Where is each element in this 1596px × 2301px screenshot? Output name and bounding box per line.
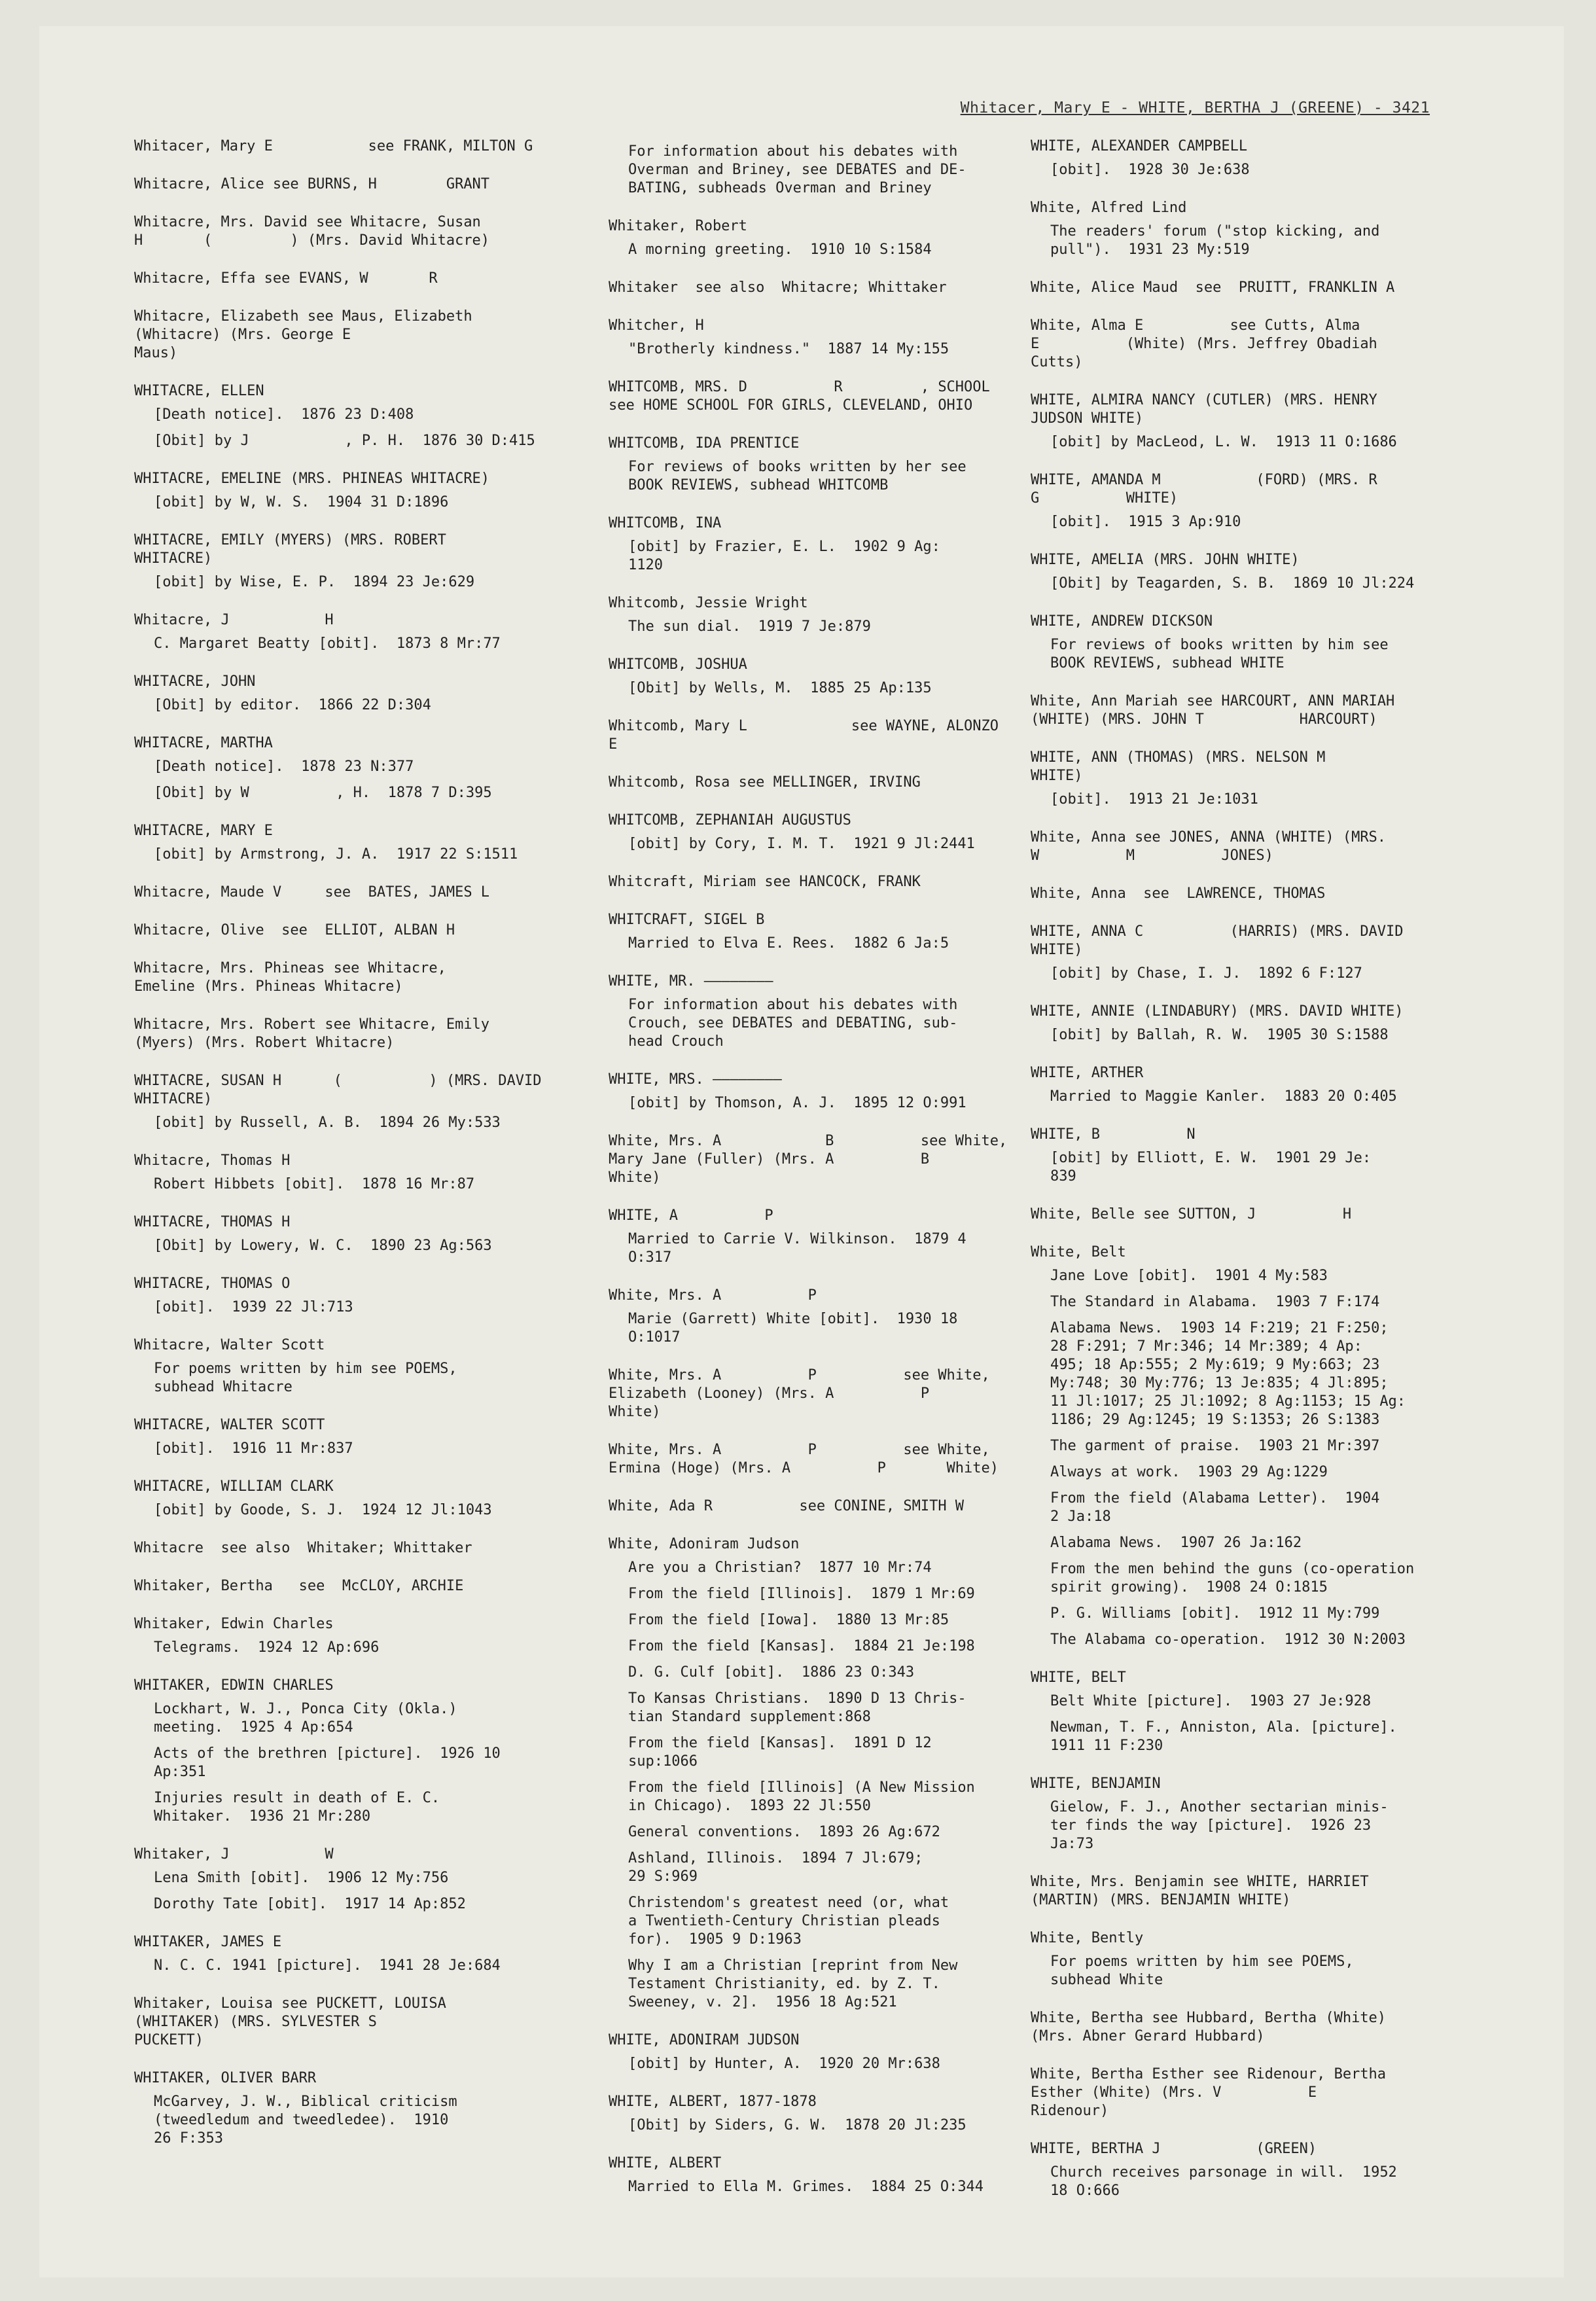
entry-citation: Alabama News. 1907 26 Ja:162 (1050, 1535, 1302, 1551)
index-entry (609, 1132, 1027, 1187)
index-entry (134, 883, 559, 902)
entry-citation: Married to Elva E. Rees. 1882 6 Ja:5 (628, 935, 949, 952)
entry-citation: [obit]. 1939 22 Jl:713 (154, 1299, 353, 1315)
entry-citation: [Obit] by W , H. 1878 7 D:395 (154, 785, 492, 801)
entry-heading: WHITACRE, EMILY (MYERS) (MRS. ROBERT WHITACRE) (134, 532, 446, 567)
index-entry (134, 1615, 559, 1657)
entry-heading: WHITCRAFT, SIGEL B (609, 912, 765, 928)
entry-heading: WHITE, ALEXANDER CAMPBELL (1031, 138, 1248, 154)
entry-heading: WHITE, BENJAMIN (1031, 1775, 1161, 1792)
entry-heading: WHITE, ARTHER (1031, 1065, 1144, 1081)
index-entry (134, 1577, 559, 1596)
entry-citation: [Obit] by J , P. H. 1876 30 D:415 (154, 433, 535, 449)
index-entry (134, 1213, 559, 1255)
index-entry (609, 1441, 1027, 1478)
index-entry (609, 378, 1027, 415)
index-entry (134, 1539, 559, 1558)
entry-citation: The garment of praise. 1903 21 Mr:397 (1050, 1438, 1380, 1454)
entry-heading: WHITAKER, JAMES E (134, 1934, 282, 1950)
index-entry (1031, 1126, 1515, 1186)
index-entry (609, 2031, 1027, 2073)
entry-heading: WHITE, ANNIE (LINDABURY) (MRS. DAVID WHITE) (1031, 1003, 1404, 1020)
entry-citation: For information about his debates with Overman and Briney, see DEBATES and DE- BATING, subheads Overman and Briney (628, 143, 966, 196)
entry-heading: WHITACRE, THOMAS O (134, 1275, 291, 1292)
index-entry (609, 812, 1027, 853)
entry-heading: WHITAKER, EDWIN CHARLES (134, 1677, 334, 1694)
entry-heading: Whitaker, Edwin Charles (134, 1616, 334, 1632)
entry-heading: WHITACRE, EMELINE (MRS. PHINEAS WHITACRE) (134, 471, 490, 487)
index-entry (134, 1275, 559, 1317)
entry-heading: WHITACRE, MARTHA (134, 735, 273, 751)
index-entry (609, 656, 1027, 698)
entry-heading: WHITCOMB, MRS. D R , SCHOOL see HOME SCHOOL FOR GIRLS, CLEVELAND, OHIO (609, 379, 990, 414)
index-entry (1031, 1003, 1515, 1044)
entry-heading: Whitcomb, Mary L see WAYNE, ALONZO E (609, 718, 999, 753)
index-entry (1031, 471, 1515, 531)
entry-citation: Married to Carrie V. Wilkinson. 1879 4 O:317 (628, 1231, 966, 1266)
entry-heading: WHITE, BERTHA J (GREEN) (1031, 2141, 1317, 2157)
entry-citation: [Obit] by Wells, M. 1885 25 Ap:135 (628, 680, 932, 696)
entry-citation: [obit] by Goode, S. J. 1924 12 Jl:1043 (154, 1502, 492, 1518)
index-entry (1031, 279, 1515, 297)
index-entry (1031, 1669, 1515, 1755)
entry-citation: [obit] by Hunter, A. 1920 20 Mr:638 (628, 2056, 940, 2072)
entry-heading: Whitacre see also Whitaker; Whittaker (134, 1540, 472, 1556)
index-entry (609, 1497, 1027, 1516)
entry-citation: [obit] by MacLeod, L. W. 1913 11 O:1686 (1050, 434, 1397, 450)
index-entry (1031, 923, 1515, 983)
entry-heading: White, Belle see SUTTON, J H (1031, 1206, 1352, 1222)
entry-heading: Whitacre, Maude V see BATES, JAMES L (134, 884, 490, 901)
entry-heading: White, Mrs. A P see White, Elizabeth (Looney) (Mrs. A P White) (609, 1367, 990, 1420)
entry-heading: WHITE, ADONIRAM JUDSON (609, 2032, 800, 2048)
entry-citation: [obit]. 1913 21 Je:1031 (1050, 791, 1258, 808)
entry-citation: From the field (Alabama Letter). 1904 2 Ja:18 (1050, 1490, 1380, 1525)
index-entry (1031, 199, 1515, 259)
entry-citation: Church receives parsonage in will. 1952 18 O:666 (1050, 2164, 1397, 2199)
entry-citation: From the field [Illinois]. 1879 1 Mr:69 (628, 1586, 975, 1602)
entry-citation: [Obit] by Lowery, W. C. 1890 23 Ag:563 (154, 1238, 492, 1254)
index-entry (1031, 1775, 1515, 1853)
entry-heading: WHITE, A P (609, 1207, 773, 1224)
entry-citation: Newman, T. F., Anniston, Ala. [picture]. 1911 11 F:230 (1050, 1719, 1397, 1754)
entry-heading: Whitacre, Elizabeth see Maus, Elizabeth (Whitacre) (Mrs. George E Maus) (134, 308, 472, 361)
entry-heading: Whitacre, Mrs. Robert see Whitacre, Emily (Myers) (Mrs. Robert Whitacre) (134, 1016, 490, 1051)
entry-citation: [obit]. 1928 30 Je:638 (1050, 162, 1250, 178)
index-entry (1031, 137, 1515, 179)
entry-heading: WHITE, MR. ———————— (609, 973, 773, 990)
index-entry (609, 279, 1027, 297)
index-entry (134, 921, 559, 940)
index-entry (134, 2069, 559, 2148)
index-entry (134, 1016, 559, 1052)
entry-heading: WHITE, ALBERT, 1877-1878 (609, 2094, 817, 2110)
entry-heading: White, Mrs. A P (609, 1287, 817, 1304)
entry-citation: Marie (Garrett) White [obit]. 1930 18 O:1017 (628, 1311, 958, 1346)
index-entry (609, 1366, 1027, 1421)
index-entry (609, 2154, 1027, 2196)
entry-heading: Whitacer, Mary E see FRANK, MILTON G (134, 138, 533, 154)
index-entry (134, 1677, 559, 1826)
entry-citation: The Alabama co-operation. 1912 30 N:2003 (1050, 1632, 1406, 1648)
entry-citation: Always at work. 1903 29 Ag:1229 (1050, 1464, 1328, 1480)
index-entry (134, 470, 559, 512)
entry-heading: White, Alfred Lind (1031, 200, 1187, 216)
entry-citation: From the field [Kansas]. 1884 21 Je:198 (628, 1638, 975, 1654)
index-entry (1031, 613, 1515, 673)
running-head: Whitacer, Mary E - WHITE, BERTHA J (GREENE) - 3421 (960, 99, 1430, 116)
entry-citation: General conventions. 1893 26 Ag:672 (628, 1824, 940, 1840)
index-entry (1031, 2140, 1515, 2200)
entry-heading: WHITACRE, WILLIAM CLARK (134, 1478, 334, 1495)
entry-citation: P. G. Williams [obit]. 1912 11 My:799 (1050, 1605, 1380, 1622)
index-entry (609, 717, 1027, 754)
entry-heading: WHITACRE, THOMAS H (134, 1214, 291, 1230)
index-entry (134, 734, 559, 802)
entry-citation: [obit] by Ballah, R. W. 1905 30 S:1588 (1050, 1027, 1389, 1043)
entry-citation: For poems written by him see POEMS, subhead Whitacre (154, 1361, 457, 1395)
index-page (39, 26, 1564, 2277)
entry-heading: WHITE, ANDREW DICKSON (1031, 613, 1213, 630)
entry-heading: WHITACRE, MARY E (134, 823, 273, 839)
entry-heading: WHITE, ANN (THOMAS) (MRS. NELSON M WHITE) (1031, 749, 1326, 784)
entry-heading: WHITE, AMELIA (MRS. JOHN WHITE) (1031, 552, 1300, 568)
entry-heading: WHITCOMB, JOSHUA (609, 656, 747, 673)
entry-citation: [obit] by Cory, I. M. T. 1921 9 Jl:2441 (628, 836, 975, 852)
entry-citation: Injuries result in death of E. C. Whitaker. 1936 21 Mr:280 (154, 1790, 440, 1825)
entry-heading: WHITE, BELT (1031, 1669, 1126, 1686)
index-entry (134, 1478, 559, 1520)
entry-heading: White, Bertha see Hubbard, Bertha (White) (Mrs. Abner Gerard Hubbard) (1031, 2010, 1387, 2044)
entry-citation: [obit] by Wise, E. P. 1894 23 Je:629 (154, 574, 475, 590)
index-entry (134, 611, 559, 653)
index-entry (134, 213, 559, 250)
index-entry (609, 1071, 1027, 1113)
entry-citation: N. C. C. 1941 [picture]. 1941 28 Je:684 (154, 1957, 501, 1974)
entry-citation: To Kansas Christians. 1890 D 13 Chris- tian Standard supplement:868 (628, 1690, 966, 1725)
entry-heading: Whitcomb, Jessie Wright (609, 595, 808, 611)
index-entry (1031, 391, 1515, 452)
index-entry (609, 317, 1027, 359)
entry-citation: From the field [Iowa]. 1880 13 Mr:85 (628, 1612, 949, 1628)
entry-heading: White, Alice Maud see PRUITT, FRANKLIN A (1031, 279, 1395, 296)
entry-citation: McGarvey, J. W., Biblical criticism (tweedledum and tweedledee). 1910 26 F:353 (154, 2094, 457, 2147)
entry-citation: Why I am a Christian [reprint from New Testament Christianity, ed. by Z. T. Sweeney, v. 2]. 1956 18 Ag:521 (628, 1957, 958, 2010)
index-entry (134, 1416, 559, 1458)
entry-citation: Belt White [picture]. 1903 27 Je:928 (1050, 1693, 1372, 1709)
index-entry (609, 217, 1027, 259)
entry-heading: Whitacre, Thomas H (134, 1152, 291, 1169)
index-entry (1031, 2009, 1515, 2046)
entry-citation: Telegrams. 1924 12 Ap:696 (154, 1639, 380, 1656)
entry-heading: Whitaker, Robert (609, 218, 747, 234)
entry-citation: For information about his debates with Crouch, see DEBATES and DEBATING, sub- head Crouch (628, 997, 958, 1050)
entry-heading: Whitacre, Mrs. David see Whitacre, Susan H ( ) (Mrs. David Whitacre) (134, 214, 490, 249)
index-entry (134, 1072, 559, 1132)
entry-heading: White, Mrs. A P see White, Ermina (Hoge) (Mrs. A P White) (609, 1442, 999, 1476)
entry-heading: White, Ann Mariah see HARCOURT, ANN MARIAH (WHITE) (MRS. JOHN T HARCOURT) (1031, 693, 1395, 728)
entry-heading: Whitaker, Bertha see McCLOY, ARCHIE (134, 1578, 464, 1594)
entry-heading: WHITE, ALBERT (609, 2155, 722, 2171)
entry-citation: For reviews of books written by him see BOOK REVIEWS, subhead WHITE (1050, 637, 1389, 671)
index-entry (609, 1207, 1027, 1267)
entry-citation: [Obit] by Siders, G. W. 1878 20 Jl:235 (628, 2117, 966, 2133)
entry-citation: [Death notice]. 1876 23 D:408 (154, 406, 414, 423)
index-entry (609, 594, 1027, 636)
entry-citation: From the men behind the guns (co-operation spirit growing). 1908 24 O:1815 (1050, 1561, 1415, 1596)
entry-citation: Gielow, F. J., Another sectarian minis- ter finds the way [picture]. 1926 23 Ja:73 (1050, 1799, 1389, 1852)
entry-citation: D. G. Culf [obit]. 1886 23 O:343 (628, 1664, 915, 1681)
entry-heading: WHITCOMB, INA (609, 515, 722, 531)
entry-heading: Whitcomb, Rosa see MELLINGER, IRVING (609, 774, 921, 791)
entry-heading: WHITE, MRS. ———————— (609, 1071, 782, 1088)
entry-heading: Whitacre, Walter Scott (134, 1337, 325, 1353)
entry-citation: Ashland, Illinois. 1894 7 Jl:679; 29 S:969 (628, 1850, 923, 1885)
entry-heading: White, Mrs. A B see White, Mary Jane (Fuller) (Mrs. A B White) (609, 1133, 1008, 1186)
entry-citation: Acts of the brethren [picture]. 1926 10 Ap:351 (154, 1745, 501, 1780)
entry-heading: Whitacre, Effa see EVANS, W R (134, 270, 438, 287)
entry-heading: Whitacre, Alice see BURNS, H GRANT (134, 176, 490, 192)
entry-citation: Lena Smith [obit]. 1906 12 My:756 (154, 1870, 449, 1886)
index-entry (134, 1152, 559, 1194)
entry-heading: WHITACRE, SUSAN H ( ) (MRS. DAVID WHITACRE) (134, 1073, 542, 1107)
index-entry (609, 774, 1027, 792)
index-entry (134, 1846, 559, 1914)
entry-heading: White, Mrs. Benjamin see WHITE, HARRIET (MARTIN) (MRS. BENJAMIN WHITE) (1031, 1874, 1369, 1908)
entry-citation: [obit] by Elliott, E. W. 1901 29 Je: 839 (1050, 1150, 1372, 1185)
index-entry (1031, 2065, 1515, 2120)
index-entry (134, 1995, 559, 2050)
index-entry (609, 514, 1027, 575)
entry-citation: The sun dial. 1919 7 Je:879 (628, 618, 871, 635)
entry-citation: Married to Maggie Kanler. 1883 20 O:405 (1050, 1088, 1397, 1105)
index-entry (134, 308, 559, 363)
entry-heading: WHITE, AMANDA M (FORD) (MRS. R G WHITE) (1031, 472, 1377, 507)
index-entry (134, 822, 559, 864)
entry-citation: Alabama News. 1903 14 F:219; 21 F:250; 28 F:291; 7 Mr:346; 14 Mr:389; 4 Ap: 495; 18 Ap:555; 2 My:619; 9 My:663; 23 My:748; 30 My:776; 13 Je:835; 4 Jl:895; 11 Jl:1017; 25 Jl:1092; 8 Ag:1153; 15 Ag: 1186; 29 Ag:1245; 19 S:1353; 26 S:1383 (1050, 1320, 1406, 1428)
index-entry (134, 1336, 559, 1397)
entry-citation: [obit] by Russell, A. B. 1894 26 My:533 (154, 1115, 501, 1131)
entry-citation: [obit] by Frazier, E. L. 1902 9 Ag: 1120 (628, 539, 940, 573)
entry-citation: [obit]. 1916 11 Mr:837 (154, 1440, 353, 1457)
index-entry (1031, 692, 1515, 729)
index-entry (1031, 1205, 1515, 1224)
index-entry (134, 673, 559, 715)
index-entry (134, 270, 559, 288)
entry-heading: WHITAKER, OLIVER BARR (134, 2070, 317, 2086)
entry-heading: White, Belt (1031, 1244, 1126, 1260)
entry-citation: [Obit] by editor. 1866 22 D:304 (154, 697, 431, 713)
entry-citation: [Death notice]. 1878 23 N:377 (154, 758, 414, 775)
index-entry (609, 1535, 1027, 2012)
entry-citation: Jane Love [obit]. 1901 4 My:583 (1050, 1268, 1328, 1284)
entry-citation: The readers' forum ("stop kicking, and pull"). 1931 23 My:519 (1050, 223, 1380, 258)
entry-heading: Whitaker see also Whitacre; Whittaker (609, 279, 947, 296)
entry-citation: [obit] by Armstrong, J. A. 1917 22 S:1511 (154, 846, 518, 863)
entry-heading: Whitaker, Louisa see PUCKETT, LOUISA (WHITAKER) (MRS. SYLVESTER S PUCKETT) (134, 1995, 446, 2048)
entry-heading: WHITE, B N (1031, 1126, 1196, 1143)
index-entry (1031, 1873, 1515, 1910)
index-entry (609, 143, 1027, 198)
index-entry (134, 175, 559, 194)
entry-citation: "Brotherly kindness." 1887 14 My:155 (628, 341, 949, 357)
index-column-1 (134, 137, 559, 2167)
index-entry (609, 972, 1027, 1051)
entry-citation: Married to Ella M. Grimes. 1884 25 O:344 (628, 2179, 984, 2195)
entry-heading: Whitcher, H (609, 317, 704, 334)
index-column-2 (609, 137, 1027, 2216)
entry-heading: WHITCOMB, IDA PRENTICE (609, 435, 800, 452)
entry-citation: [obit] by Chase, I. J. 1892 6 F:127 (1050, 965, 1362, 982)
index-entry (609, 435, 1027, 495)
entry-citation: Are you a Christian? 1877 10 Mr:74 (628, 1560, 932, 1576)
entry-heading: White, Ada R see CONINE, SMITH W (609, 1498, 965, 1514)
entry-citation: [Obit] by Teagarden, S. B. 1869 10 Jl:224 (1050, 575, 1415, 592)
entry-heading: White, Bently (1031, 1930, 1144, 1946)
index-entry (609, 911, 1027, 953)
entry-heading: WHITCOMB, ZEPHANIAH AUGUSTUS (609, 812, 851, 829)
index-entry (1031, 551, 1515, 593)
index-entry (134, 959, 559, 996)
index-entry (134, 531, 559, 592)
entry-heading: Whitacre, Olive see ELLIOT, ALBAN H (134, 922, 455, 938)
entry-citation: [obit] by Thomson, A. J. 1895 12 O:991 (628, 1095, 966, 1111)
index-entry (1031, 1929, 1515, 1989)
entry-citation: A morning greeting. 1910 10 S:1584 (628, 241, 932, 258)
index-column-3 (1031, 137, 1515, 2220)
entry-citation: Lockhart, W. J., Ponca City (Okla.) meeting. 1925 4 Ap:654 (154, 1701, 457, 1736)
index-entry (1031, 885, 1515, 903)
index-entry (609, 873, 1027, 891)
entry-heading: WHITE, ALMIRA NANCY (CUTLER) (MRS. HENRY JUDSON WHITE) (1031, 392, 1377, 427)
index-entry (609, 2093, 1027, 2135)
entry-citation: For poems written by him see POEMS, subhead White (1050, 1953, 1354, 1988)
entry-heading: WHITACRE, ELLEN (134, 383, 264, 399)
entry-citation: Dorothy Tate [obit]. 1917 14 Ap:852 (154, 1896, 466, 1912)
entry-heading: WHITACRE, WALTER SCOTT (134, 1417, 325, 1433)
entry-heading: Whitacre, Mrs. Phineas see Whitacre, Emeline (Mrs. Phineas Whitacre) (134, 960, 446, 995)
index-entry (134, 382, 559, 450)
index-entry (1031, 1243, 1515, 1649)
entry-heading: White, Bertha Esther see Ridenour, Bertha Esther (White) (Mrs. V E Ridenour) (1031, 2066, 1387, 2119)
entry-citation: [obit] by W, W. S. 1904 31 D:1896 (154, 494, 449, 510)
entry-citation: Christendom's greatest need (or, what a Twentieth-Century Christian pleads for). 1905 9 D:1963 (628, 1895, 949, 1948)
entry-citation: From the field [Kansas]. 1891 D 12 sup:1066 (628, 1735, 932, 1770)
entry-citation: [obit]. 1915 3 Ap:910 (1050, 514, 1241, 530)
entry-heading: WHITACRE, JOHN (134, 673, 256, 690)
entry-heading: White, Anna see LAWRENCE, THOMAS (1031, 885, 1326, 902)
entry-heading: Whitaker, J W (134, 1846, 334, 1863)
entry-citation: The Standard in Alabama. 1903 7 F:174 (1050, 1294, 1380, 1310)
index-entry (134, 1933, 559, 1975)
entry-heading: Whitacre, J H (134, 612, 334, 628)
entry-citation: C. Margaret Beatty [obit]. 1873 8 Mr:77 (154, 635, 501, 652)
index-entry (134, 137, 559, 156)
index-entry (1031, 829, 1515, 865)
entry-heading: Whitcraft, Miriam see HANCOCK, FRANK (609, 874, 921, 890)
index-entry (1031, 1064, 1515, 1106)
index-entry (609, 1287, 1027, 1347)
entry-heading: White, Alma E see Cutts, Alma E (White) (Mrs. Jeffrey Obadiah Cutts) (1031, 317, 1377, 370)
entry-heading: WHITE, ANNA C (HARRIS) (MRS. DAVID WHITE) (1031, 923, 1404, 958)
entry-citation: For reviews of books written by her see BOOK REVIEWS, subhead WHITCOMB (628, 459, 966, 493)
entry-citation: Robert Hibbets [obit]. 1878 16 Mr:87 (154, 1176, 475, 1192)
index-entry (1031, 749, 1515, 809)
index-entry (1031, 317, 1515, 372)
entry-citation: From the field [Illinois] (A New Mission in Chicago). 1893 22 Jl:550 (628, 1779, 975, 1814)
entry-heading: White, Adoniram Judson (609, 1536, 800, 1552)
entry-heading: White, Anna see JONES, ANNA (WHITE) (MRS. W M JONES) (1031, 829, 1387, 864)
